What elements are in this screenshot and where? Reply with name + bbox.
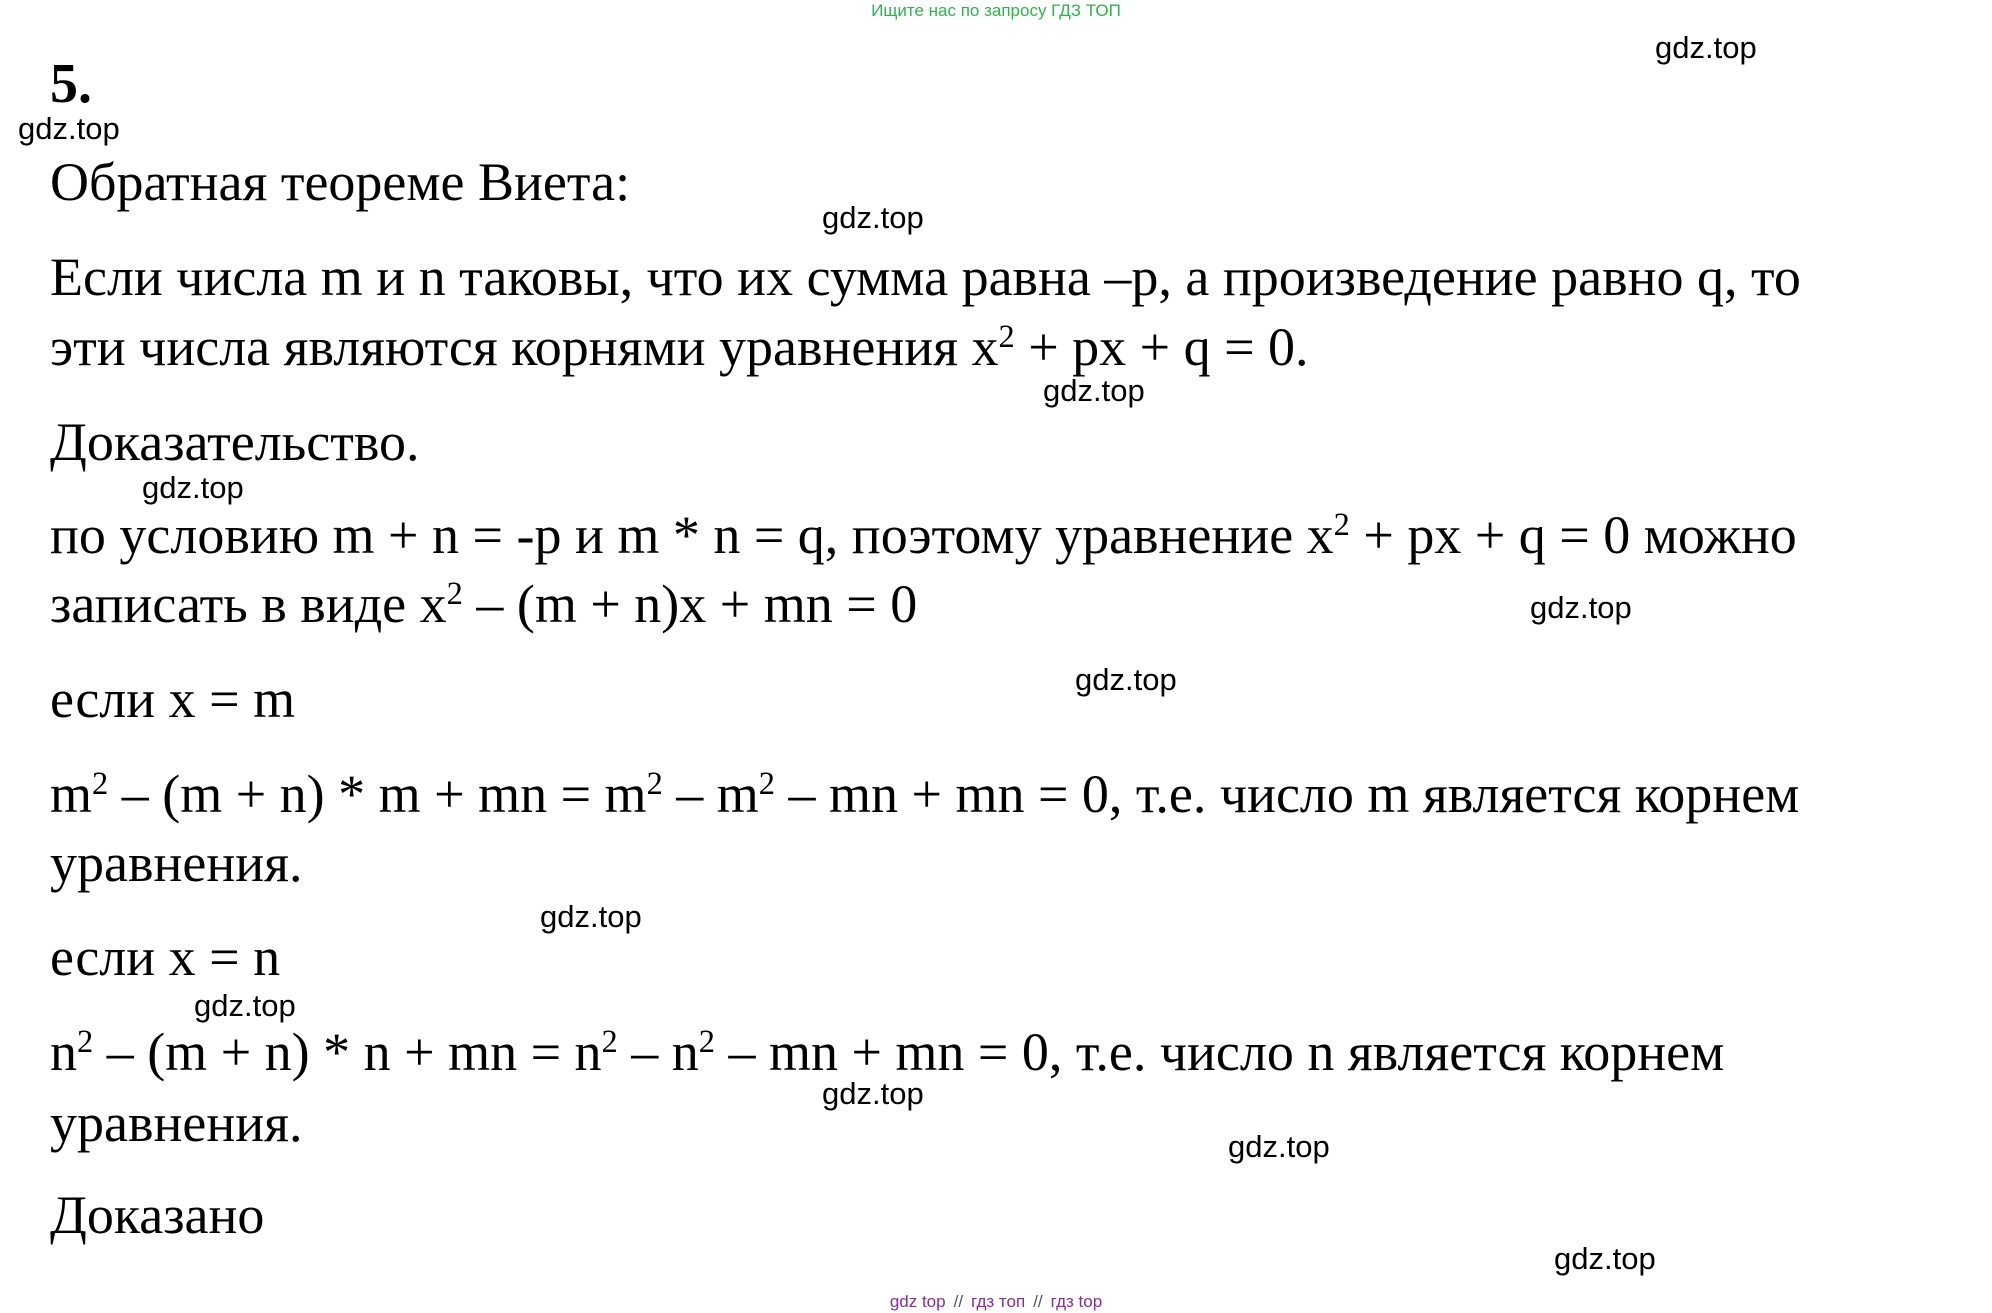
watermark: gdz.top: [540, 899, 642, 934]
watermark: gdz.top: [1075, 662, 1177, 697]
case-n-title: если x = n: [50, 927, 281, 987]
watermark: gdz.top: [1554, 1241, 1656, 1276]
exponent: 2: [601, 1024, 618, 1061]
statement-text: эти числа являются корнями уравнения x: [50, 317, 999, 377]
condition-text: по условию m + n = -p и m * n = q, поэтому уравнение x: [50, 505, 1334, 565]
equation-text: n: [50, 1022, 77, 1082]
case-m-line-2: уравнения.: [50, 833, 303, 893]
exponent: 2: [698, 1024, 715, 1061]
equation-text: – n: [617, 1022, 699, 1082]
exponent: 2: [1333, 507, 1350, 544]
equation-text: – (m + n) * n + mn = n: [93, 1022, 602, 1082]
footer-links: [0, 1292, 1992, 1312]
watermark: gdz.top: [1043, 373, 1145, 408]
equation-text: m: [50, 764, 93, 824]
condition-text: – (m + n)x + mn = 0: [462, 574, 918, 634]
case-m-title: если x = m: [50, 669, 296, 729]
footer-separator: //: [1033, 1292, 1043, 1311]
equation-text: – m: [662, 764, 759, 824]
problem-number: 5.: [50, 53, 92, 115]
footer-link[interactable]: gdz top: [889, 1292, 946, 1311]
footer-link[interactable]: гдз top: [1050, 1292, 1103, 1311]
condition-line-2: [50, 574, 918, 634]
watermark: gdz.top: [1655, 30, 1757, 65]
condition-text: + px + q = 0 можно: [1349, 505, 1797, 565]
case-m-line-1: [50, 764, 1800, 824]
watermark: gdz.top: [194, 988, 296, 1023]
footer-separator: //: [953, 1292, 964, 1311]
exponent: 2: [77, 1024, 94, 1061]
equation-text: – mn + mn = 0, т.е. число m является корнем: [774, 764, 1800, 824]
statement-line-1: Если числа m и n таковы, что их сумма равна –p, а произведение равно q, то: [50, 247, 1801, 307]
exponent: 2: [758, 766, 775, 803]
heading: Обратная теореме Виета:: [50, 152, 631, 212]
statement-text: + px + q = 0.: [1014, 317, 1309, 377]
exponent: 2: [646, 766, 663, 803]
statement-line-2: [50, 317, 1309, 377]
watermark: gdz.top: [1530, 590, 1632, 625]
watermark: gdz.top: [822, 1076, 924, 1111]
equation-text: – mn + mn = 0, т.е. число n является корнем: [714, 1022, 1725, 1082]
condition-text: записать в виде x: [50, 574, 447, 634]
watermark: gdz.top: [822, 200, 924, 235]
conclusion: Доказано: [50, 1185, 265, 1245]
exponent: 2: [92, 766, 109, 803]
exponent: 2: [998, 319, 1015, 356]
search-banner: Ищите нас по запросу ГДЗ ТОП: [871, 1, 1121, 20]
watermark: gdz.top: [18, 111, 120, 146]
watermark: gdz.top: [1228, 1129, 1330, 1164]
condition-line-1: [50, 505, 1797, 565]
case-n-line-1: [50, 1022, 1725, 1082]
equation-text: – (m + n) * m + mn = m: [108, 764, 647, 824]
watermark: gdz.top: [142, 470, 244, 505]
case-n-line-2: уравнения.: [50, 1093, 303, 1153]
exponent: 2: [446, 576, 463, 613]
footer-link[interactable]: гдз топ: [971, 1292, 1026, 1311]
proof-title: Доказательство.: [50, 412, 420, 472]
